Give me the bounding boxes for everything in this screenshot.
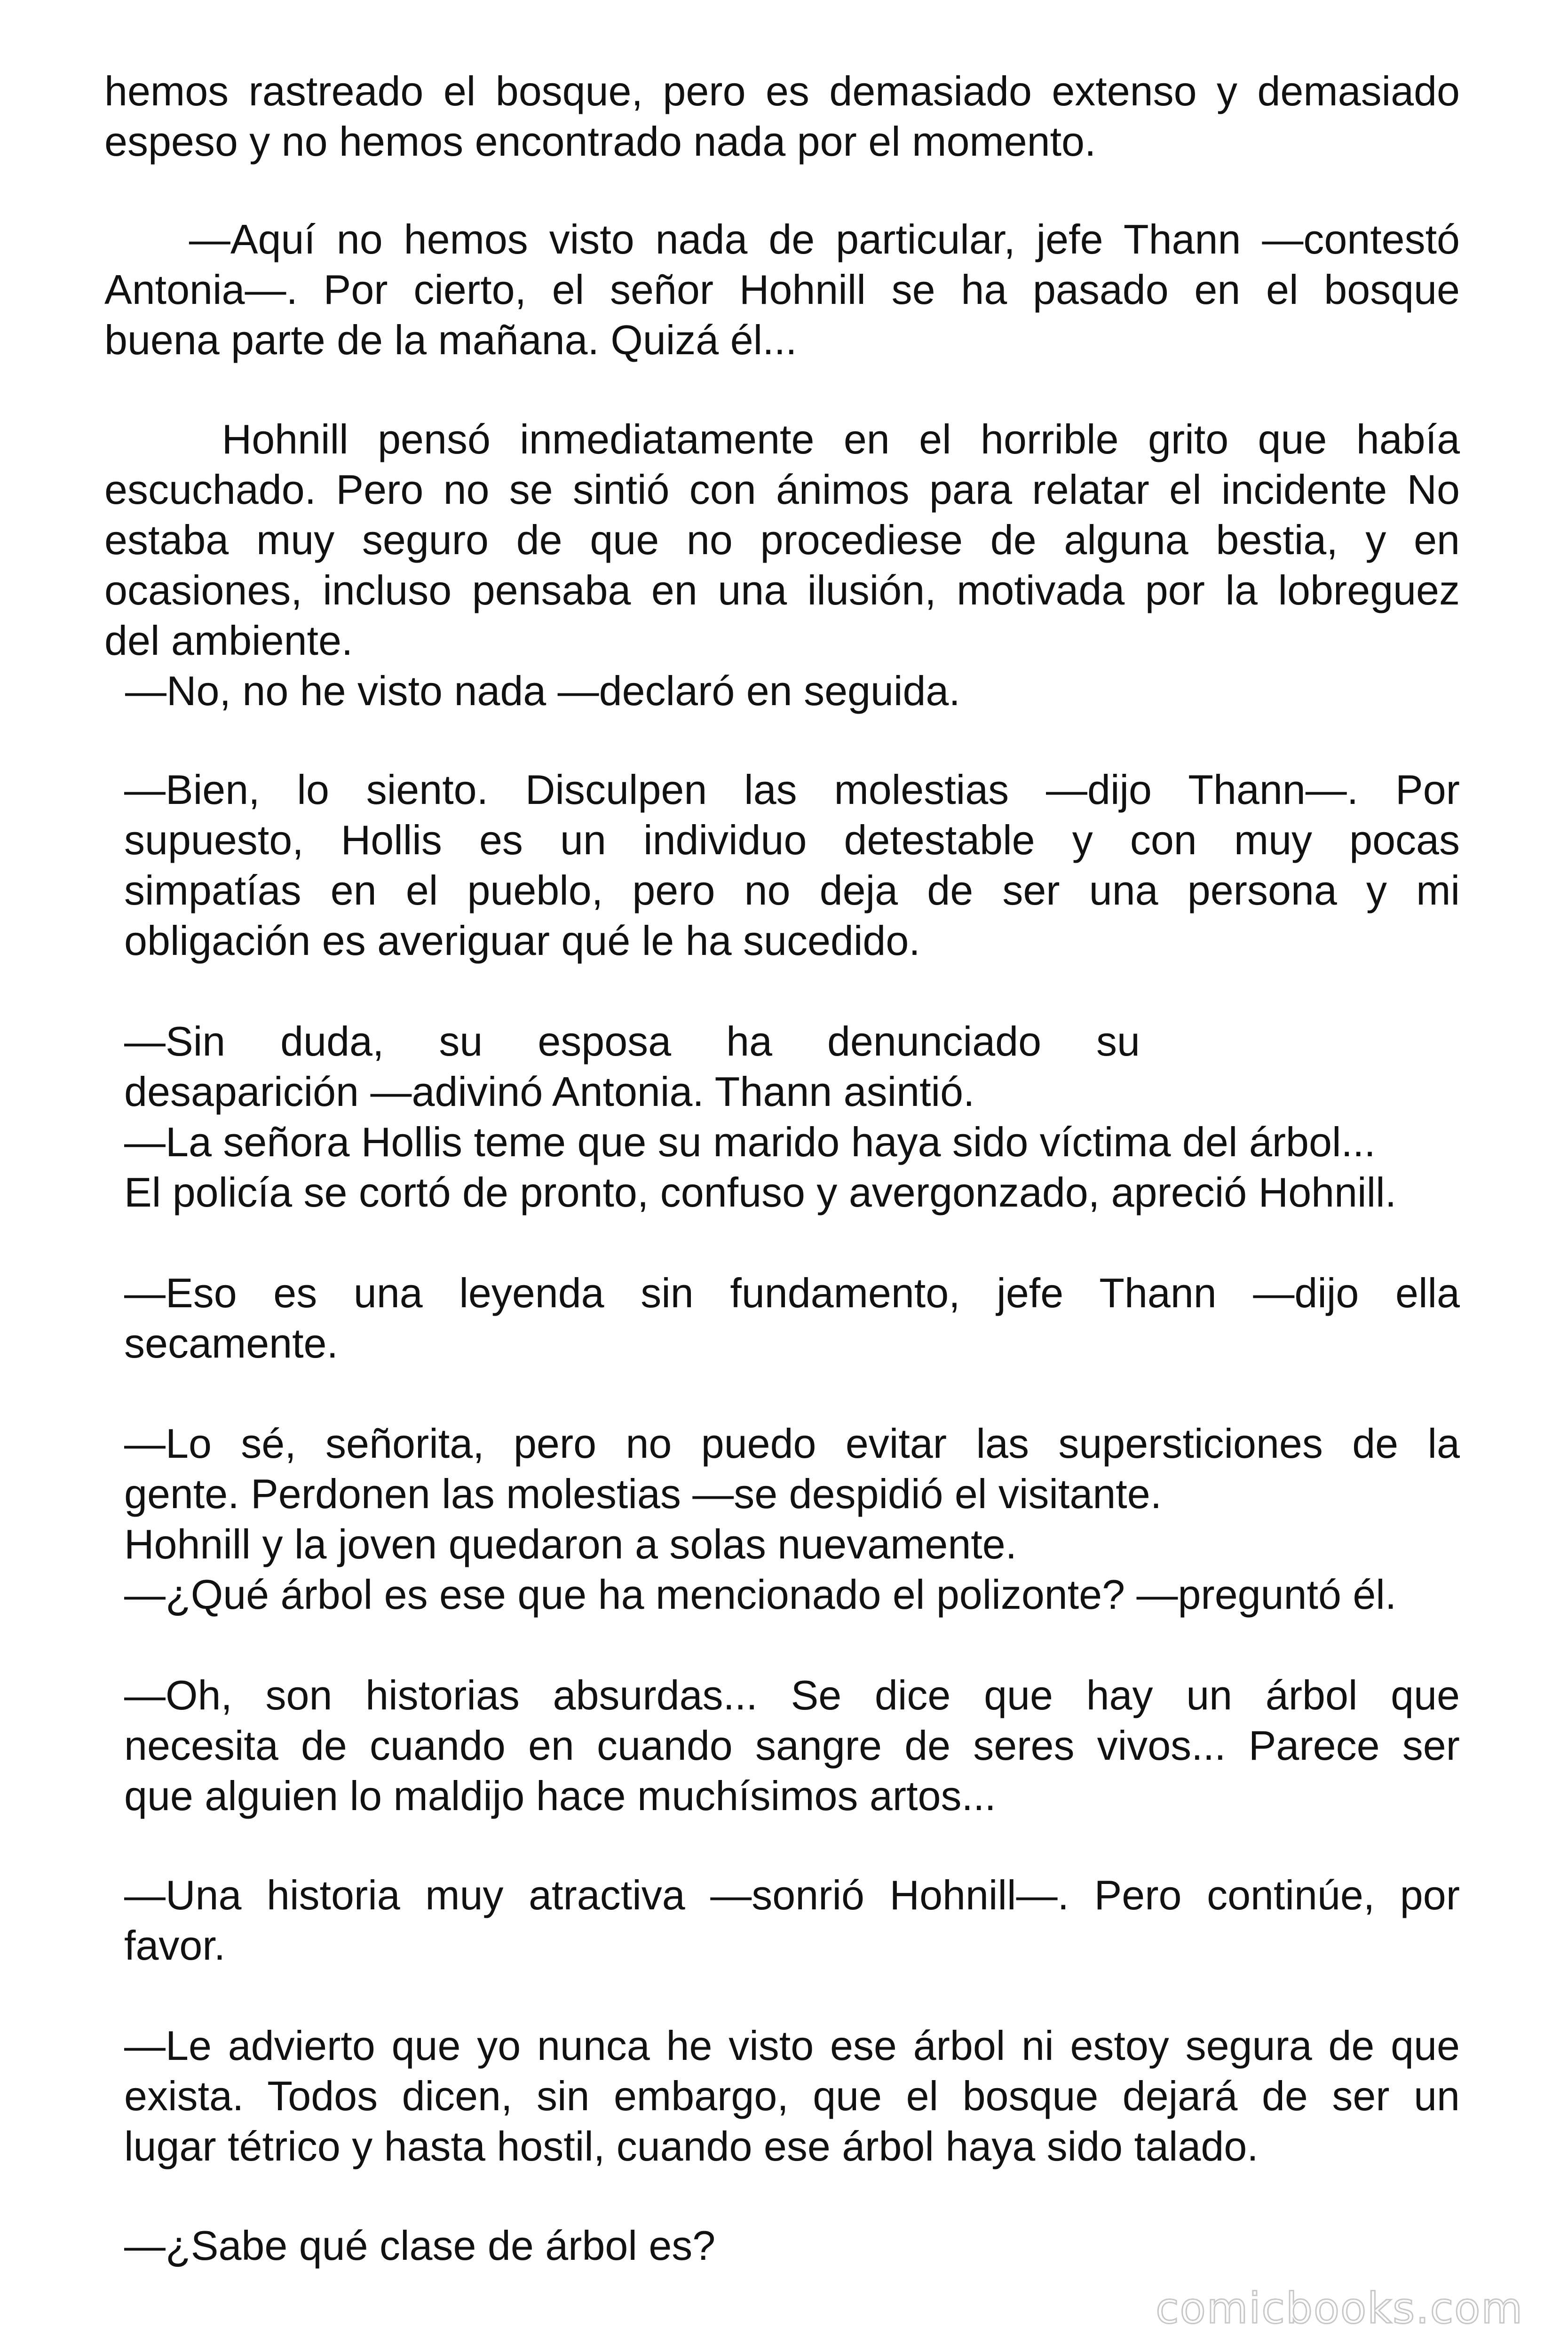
paragraph bbox=[124, 1670, 1460, 1821]
text-line: —La señora Hollis teme que su marido haya sido víctima del árbol... bbox=[124, 1119, 1376, 1165]
paragraph bbox=[104, 414, 1460, 716]
text-line: del ambiente. bbox=[104, 617, 353, 664]
text-line: —¿Qué árbol es ese que ha mencionado el polizonte? —preguntó él. bbox=[124, 1571, 1397, 1618]
text-line: ocasiones, incluso pensaba en una ilusión, motivada por la lobreguez bbox=[104, 567, 1460, 613]
text-line: El policía se cortó de pronto, confuso y avergonzado, apreció Hohnill. bbox=[124, 1169, 1397, 1216]
paragraph bbox=[124, 2220, 1460, 2271]
paragraph bbox=[124, 1016, 1460, 1217]
paragraph bbox=[104, 214, 1460, 365]
text-line: Hohnill y la joven quedaron a solas nuevamente. bbox=[124, 1521, 1017, 1567]
watermark: comicbooks.com bbox=[1156, 2284, 1523, 2333]
text-line: supuesto, Hollis es un individuo detestable y con muy pocas bbox=[124, 817, 1460, 863]
text-line: estaba muy seguro de que no procediese de alguna bestia, y en bbox=[104, 516, 1460, 563]
text-line: espeso y no hemos encontrado nada por el momento. bbox=[104, 118, 1096, 165]
text-line: necesita de cuando en cuando sangre de seres vivos... Parece ser bbox=[124, 1722, 1460, 1769]
paragraph bbox=[124, 764, 1460, 966]
text-line: —Eso es una leyenda sin fundamento, jefe Thann —dijo ella bbox=[124, 1270, 1460, 1316]
text-line: obligación es averiguar qué le ha sucedido. bbox=[124, 917, 920, 964]
text-line: escuchado. Pero no se sintió con ánimos para relatar el incidente No bbox=[104, 466, 1460, 513]
text-line: —Aquí no hemos visto nada de particular, jefe Thann —contestó bbox=[104, 216, 1460, 262]
text-line: —Una historia muy atractiva —sonrió Hohnill—. Pero continúe, por bbox=[124, 1872, 1460, 1918]
paragraph bbox=[104, 66, 1460, 167]
paragraph bbox=[124, 1268, 1460, 1368]
text-line: exista. Todos dicen, sin embargo, que el bosque dejará de ser un bbox=[124, 2073, 1460, 2119]
text-line: desaparición —adivinó Antonia. Thann asintió. bbox=[124, 1068, 975, 1115]
text-line: —Bien, lo siento. Disculpen las molestias —dijo Thann—. Por bbox=[124, 766, 1460, 813]
text-line: Hohnill pensó inmediatamente en el horrible grito que había bbox=[104, 416, 1460, 462]
paragraph bbox=[124, 1870, 1460, 1971]
text-line: —Sin duda, su esposa ha denunciado su bbox=[124, 1018, 1140, 1065]
text-line: simpatías en el pueblo, pero no deja de ser una persona y mi bbox=[124, 867, 1460, 914]
text-line: buena parte de la mañana. Quizá él... bbox=[104, 317, 797, 363]
text-line: secamente. bbox=[124, 1320, 338, 1367]
text-line: gente. Perdonen las molestias —se despidió el visitante. bbox=[124, 1470, 1162, 1517]
text-line: favor. bbox=[124, 1922, 226, 1969]
text-line: —¿Sabe qué clase de árbol es? bbox=[124, 2222, 716, 2269]
text-line: que alguien lo maldijo hace muchísimos artos... bbox=[124, 1772, 996, 1819]
text-line: —Le advierto que yo nunca he visto ese árbol ni estoy segura de que bbox=[124, 2022, 1460, 2069]
text-line: lugar tétrico y hasta hostil, cuando ese árbol haya sido talado. bbox=[124, 2123, 1259, 2169]
text-line: —Oh, son historias absurdas... Se dice que hay un árbol que bbox=[124, 1672, 1460, 1718]
text-line: hemos rastreado el bosque, pero es demasiado extenso y demasiado bbox=[104, 68, 1460, 114]
paragraph bbox=[124, 1418, 1460, 1620]
text-line: Antonia—. Por cierto, el señor Hohnill se ha pasado en el bosque bbox=[104, 266, 1460, 313]
text-line: —No, no he visto nada —declaró en seguida. bbox=[125, 667, 960, 714]
paragraph bbox=[124, 2020, 1460, 2171]
text-line: —Lo sé, señorita, pero no puedo evitar las supersticiones de la bbox=[124, 1420, 1460, 1467]
